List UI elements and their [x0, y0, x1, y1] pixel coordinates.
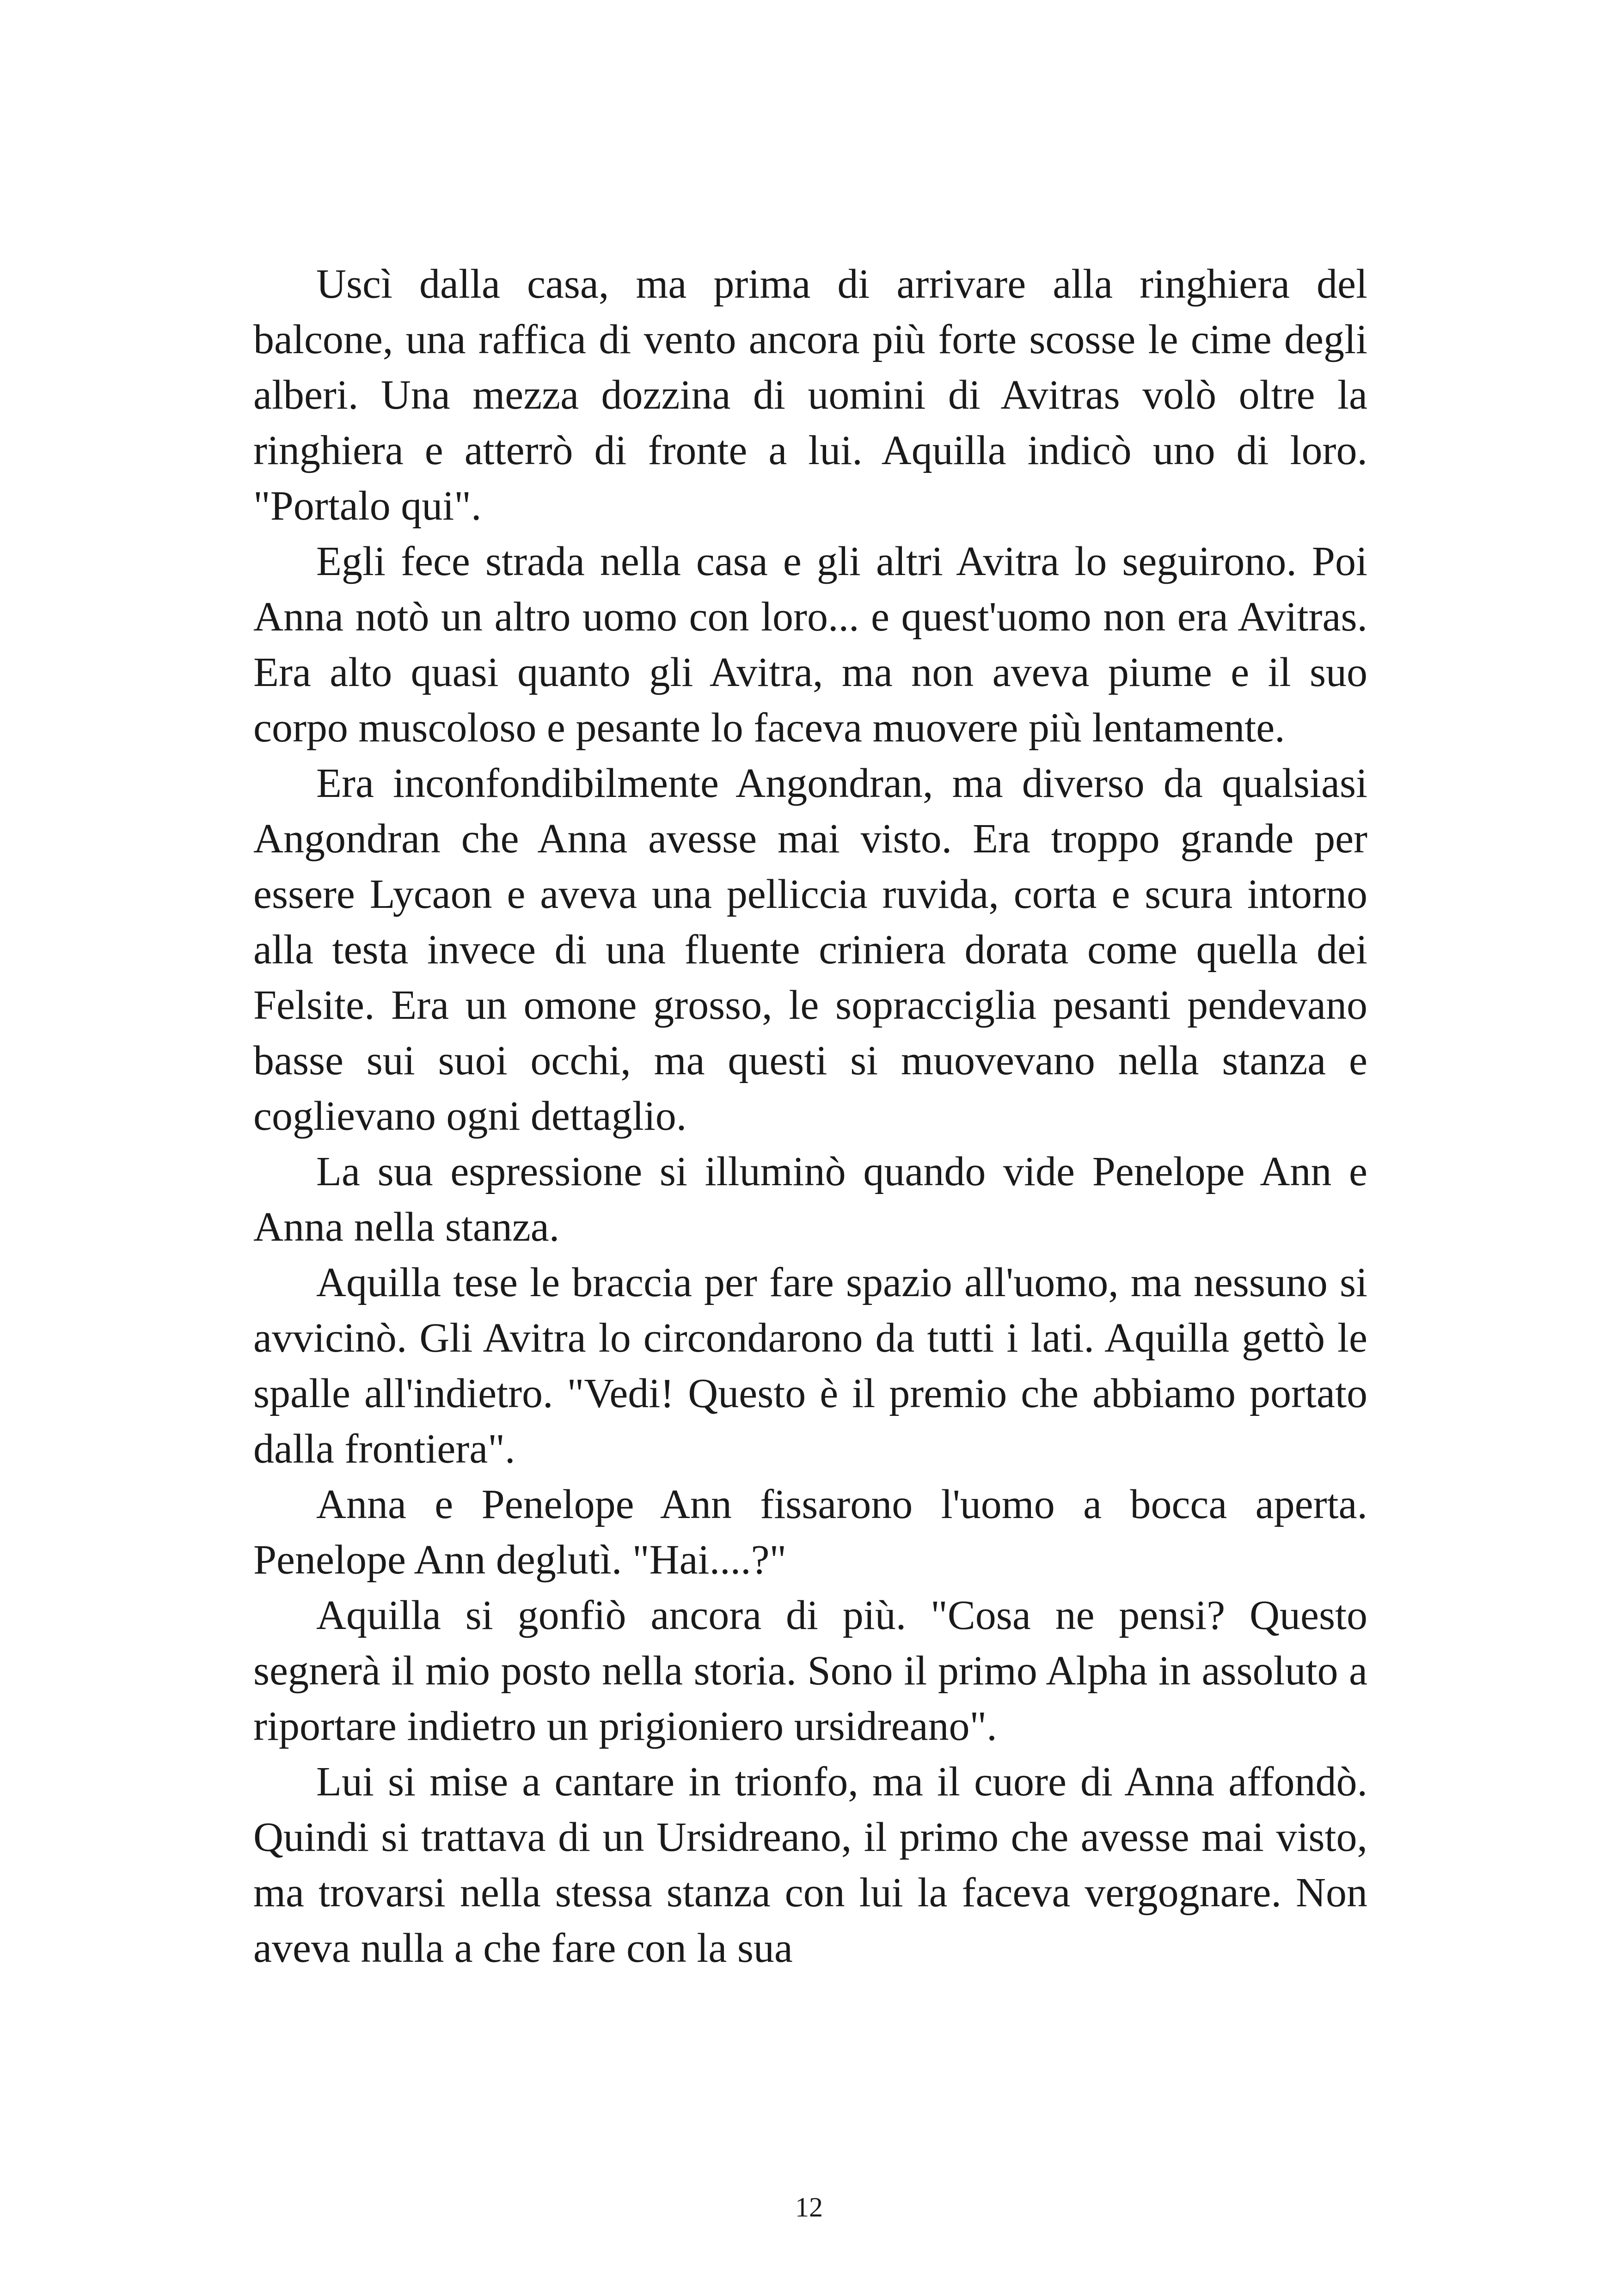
paragraph-7: Aquilla si gonfiò ancora di più. "Cosa ne pensi? Questo segnerà il mio posto nella storia. Sono il primo Alpha in assoluto a riportare indietro un prigioniero ursidreano".: [253, 1592, 1367, 1749]
paragraph-4: La sua espressione si illuminò quando vide Penelope Ann e Anna nella stanza.: [253, 1149, 1367, 1250]
paragraph-6: Anna e Penelope Ann fissarono l'uomo a bocca aperta. Penelope Ann deglutì. "Hai....?": [253, 1482, 1367, 1583]
paragraph-2: Egli fece strada nella casa e gli altri Avitra lo seguirono. Poi Anna notò un altro uomo con loro... e quest'uomo non era Avitras. Era alto quasi quanto gli Avitra, ma non aveva piume e il suo corpo muscoloso e pesante lo faceva muovere più lentamente.: [253, 539, 1367, 751]
paragraph-5: Aquilla tese le braccia per fare spazio all'uomo, ma nessuno si avvicinò. Gli Avitra lo circondarono da tutti i lati. Aquilla gettò le spalle all'indietro. "Vedi! Questo è il premio che abbiamo portato dalla frontiera".: [253, 1260, 1367, 1472]
paragraph-3: Era inconfondibilmente Angondran, ma diverso da qualsiasi Angondran che Anna avesse mai visto. Era troppo grande per essere Lycaon e aveva una pelliccia ruvida, corta e scura intorno alla testa invece di una fluente criniera dorata come quella dei Felsite. Era un omone grosso, le sopracciglia pesanti pendevano basse sui suoi occhi, ma questi si muovevano nella stanza e coglievano ogni dettaglio.: [253, 760, 1367, 1139]
page-number: 12: [795, 2192, 823, 2223]
paragraph-8: Lui si mise a cantare in trionfo, ma il cuore di Anna affondò. Quindi si trattava di un Ursidreano, il primo che avesse mai visto, ma trovarsi nella stessa stanza con lui la faceva vergognare. Non aveva nulla a che fare con la sua: [253, 1759, 1367, 1971]
body-text: [253, 257, 1367, 1976]
paragraph-1: Uscì dalla casa, ma prima di arrivare alla ringhiera del balcone, una raffica di vento ancora più forte scosse le cime degli alberi. Una mezza dozzina di uomini di Avitras volò oltre la ringhiera e atterrò di fronte a lui. Aquilla indicò uno di loro. "Portalo qui".: [253, 261, 1367, 529]
